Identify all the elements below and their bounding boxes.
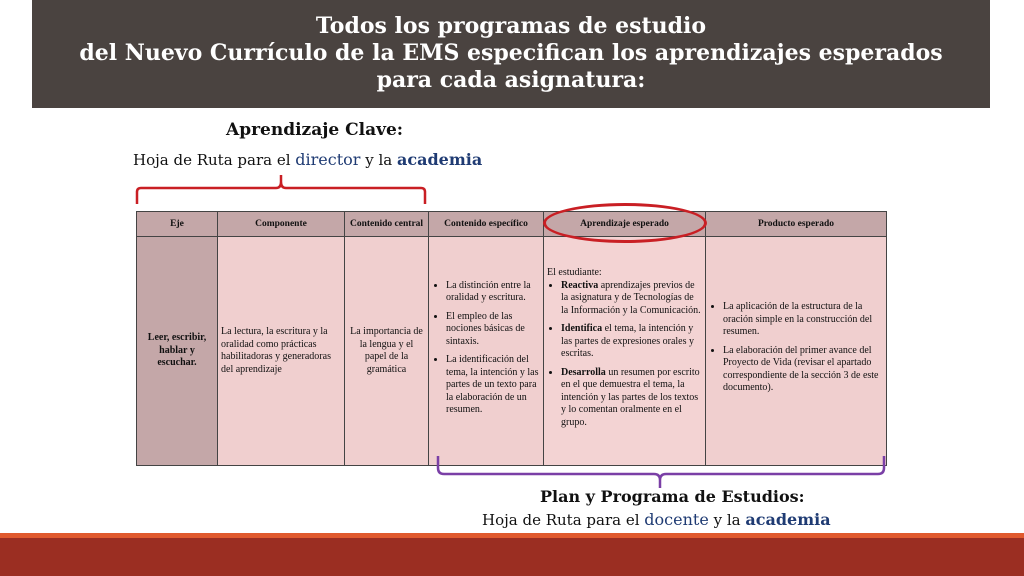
header-aprendizaje-esperado: Aprendizaje esperado [544,212,706,237]
list-item: • Identifica el tema, la intención y las partes de expresiones orales y escritas. [561,323,702,361]
verb: Desarrolla [561,366,606,378]
verb: Identifica [561,323,603,334]
plan-docente: docente [644,510,709,529]
footer-bar [0,538,1024,576]
header-producto-esperado: Producto esperado [706,212,887,237]
header-eje: Eje [137,212,218,237]
clave-director: director [295,150,361,169]
list-item: • El empleo de las nociones básicas de sintaxis. [446,311,540,349]
cell-componente: La lectura, la escritura y la oralidad como prácticas habilitadoras y generadoras del aprendizaje [218,237,345,466]
plan-sub-middle: y la [708,511,746,529]
list-item: • La elaboración del primer avance del Proyecto de Vida (revisar el apartado correspondiente de la sección 3 de este documento). [723,345,883,395]
plan-subtitle [482,510,831,529]
top-brace [137,175,425,204]
title-line-2: del Nuevo Currículo de la EMS especifican los aprendizajes esperados [79,40,943,66]
list-item: • La distinción entre la oralidad y escritura. [446,280,540,305]
header-contenido-especifico: Contenido específico [429,212,544,237]
clave-sub-prefix: Hoja de Ruta para el [133,151,296,169]
clave-academia: academia [396,150,483,169]
plan-sub-prefix: Hoja de Ruta para el [482,511,645,529]
plan-heading: Plan y Programa de Estudios: [540,487,805,506]
clave-sub-middle: y la [360,151,397,169]
header-componente: Componente [218,212,345,237]
clave-heading: Aprendizaje Clave: [226,120,404,140]
list-item: • La aplicación de la estructura de la oración simple en la construcción del resumen. [723,301,883,339]
list-item: • Desarrolla un resumen por escrito en el que demuestra el tema, la intención y las partes de los textos y lo comentan oralmente en el grupo. [561,367,702,430]
list-item: • La identificación del tema, la intención y las partes de un texto para la elaboración de un resumen. [446,354,540,417]
plan-academia: academia [745,510,831,529]
header-contenido-central: Contenido central [345,212,429,237]
verb: Reactiva [561,279,599,291]
aprendizaje-intro: El estudiante: [547,267,602,278]
list-item: • Reactiva aprendizajes previos de la asignatura y de Tecnologías de la Información y la Comunicación. [561,280,702,318]
bottom-brace [438,456,884,488]
cell-eje: Leer, escribir, hablar y escuchar. [137,237,218,466]
cell-contenido-central: La importancia de la lengua y el papel de la gramática [345,237,429,466]
title-line-3: para cada asignatura: [376,67,646,93]
title-line-1: Todos los programas de estudio [315,13,707,39]
